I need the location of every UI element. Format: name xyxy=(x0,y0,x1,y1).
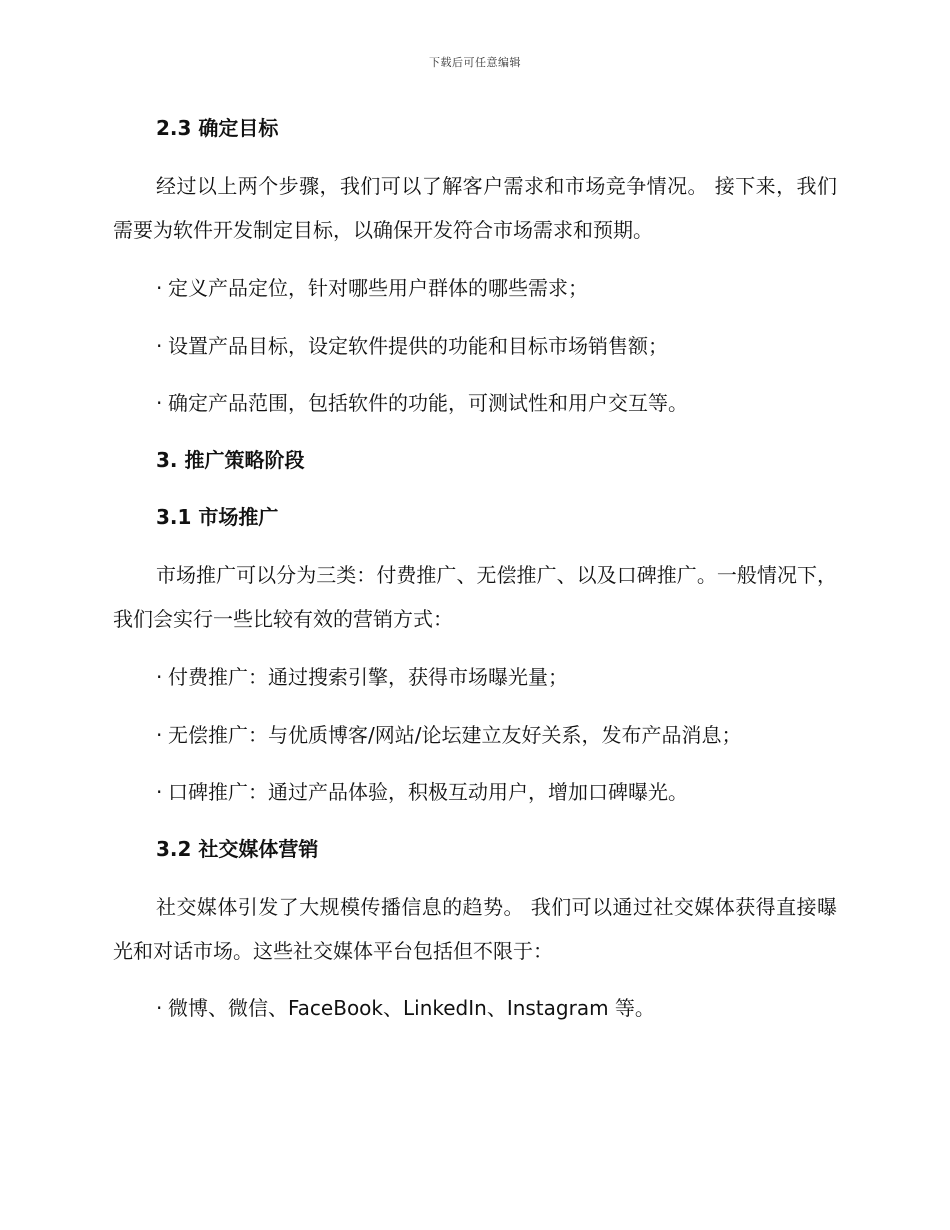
paragraph-3-1: 市场推广可以分为三类：付费推广、无偿推广、以及口碑推广。一般情况下，我们会实行一些比较有效的营销方式： xyxy=(113,563,837,631)
bullet-text: 口碑推广：通过产品体验，积极互动用户，增加口碑曝光。 xyxy=(168,780,688,804)
paragraph-2-3: 经过以上两个步骤，我们可以了解客户需求和市场竞争情况。 接下来，我们需要为软件开发制定目标，以确保开发符合市场需求和预期。 xyxy=(113,174,837,242)
section-heading-3: 3. 推广策略阶段 xyxy=(156,448,305,472)
paragraph-3-2: 社交媒体引发了大规模传播信息的趋势。 我们可以通过社交媒体获得直接曝光和对话市场。这些社交媒体平台包括但不限于： xyxy=(113,895,837,963)
bullet-dot: · xyxy=(156,996,163,1020)
bullet-item xyxy=(156,655,568,699)
bullet-dot: · xyxy=(156,276,163,300)
bullet-dot: · xyxy=(156,334,163,358)
page-header: 下载后可任意编辑 xyxy=(429,56,521,69)
bullet-dot: · xyxy=(156,723,163,747)
bullet-item xyxy=(156,770,688,814)
bullet-dot: · xyxy=(156,780,163,804)
bullet-item xyxy=(156,381,688,425)
bullet-item xyxy=(156,324,668,368)
bullet-item xyxy=(156,266,588,310)
section-heading-3-1: 3.1 市场推广 xyxy=(156,505,279,529)
bullet-text: 设置产品目标，设定软件提供的功能和目标市场销售额； xyxy=(168,334,668,358)
bullet-text: 定义产品定位，针对哪些用户群体的哪些需求； xyxy=(168,276,588,300)
bullet-text: 微博、微信、FaceBook、LinkedIn、Instagram 等。 xyxy=(168,996,655,1020)
section-heading-2-3: 2.3 确定目标 xyxy=(156,116,279,140)
bullet-text: 确定产品范围，包括软件的功能，可测试性和用户交互等。 xyxy=(168,391,688,415)
bullet-item xyxy=(156,713,741,757)
section-heading-3-2: 3.2 社交媒体营销 xyxy=(156,837,319,861)
bullet-text: 无偿推广：与优质博客/网站/论坛建立友好关系，发布产品消息； xyxy=(168,723,742,747)
bullet-dot: · xyxy=(156,391,163,415)
bullet-dot: · xyxy=(156,665,163,689)
bullet-item xyxy=(156,986,655,1030)
bullet-text: 付费推广：通过搜索引擎，获得市场曝光量； xyxy=(168,665,568,689)
